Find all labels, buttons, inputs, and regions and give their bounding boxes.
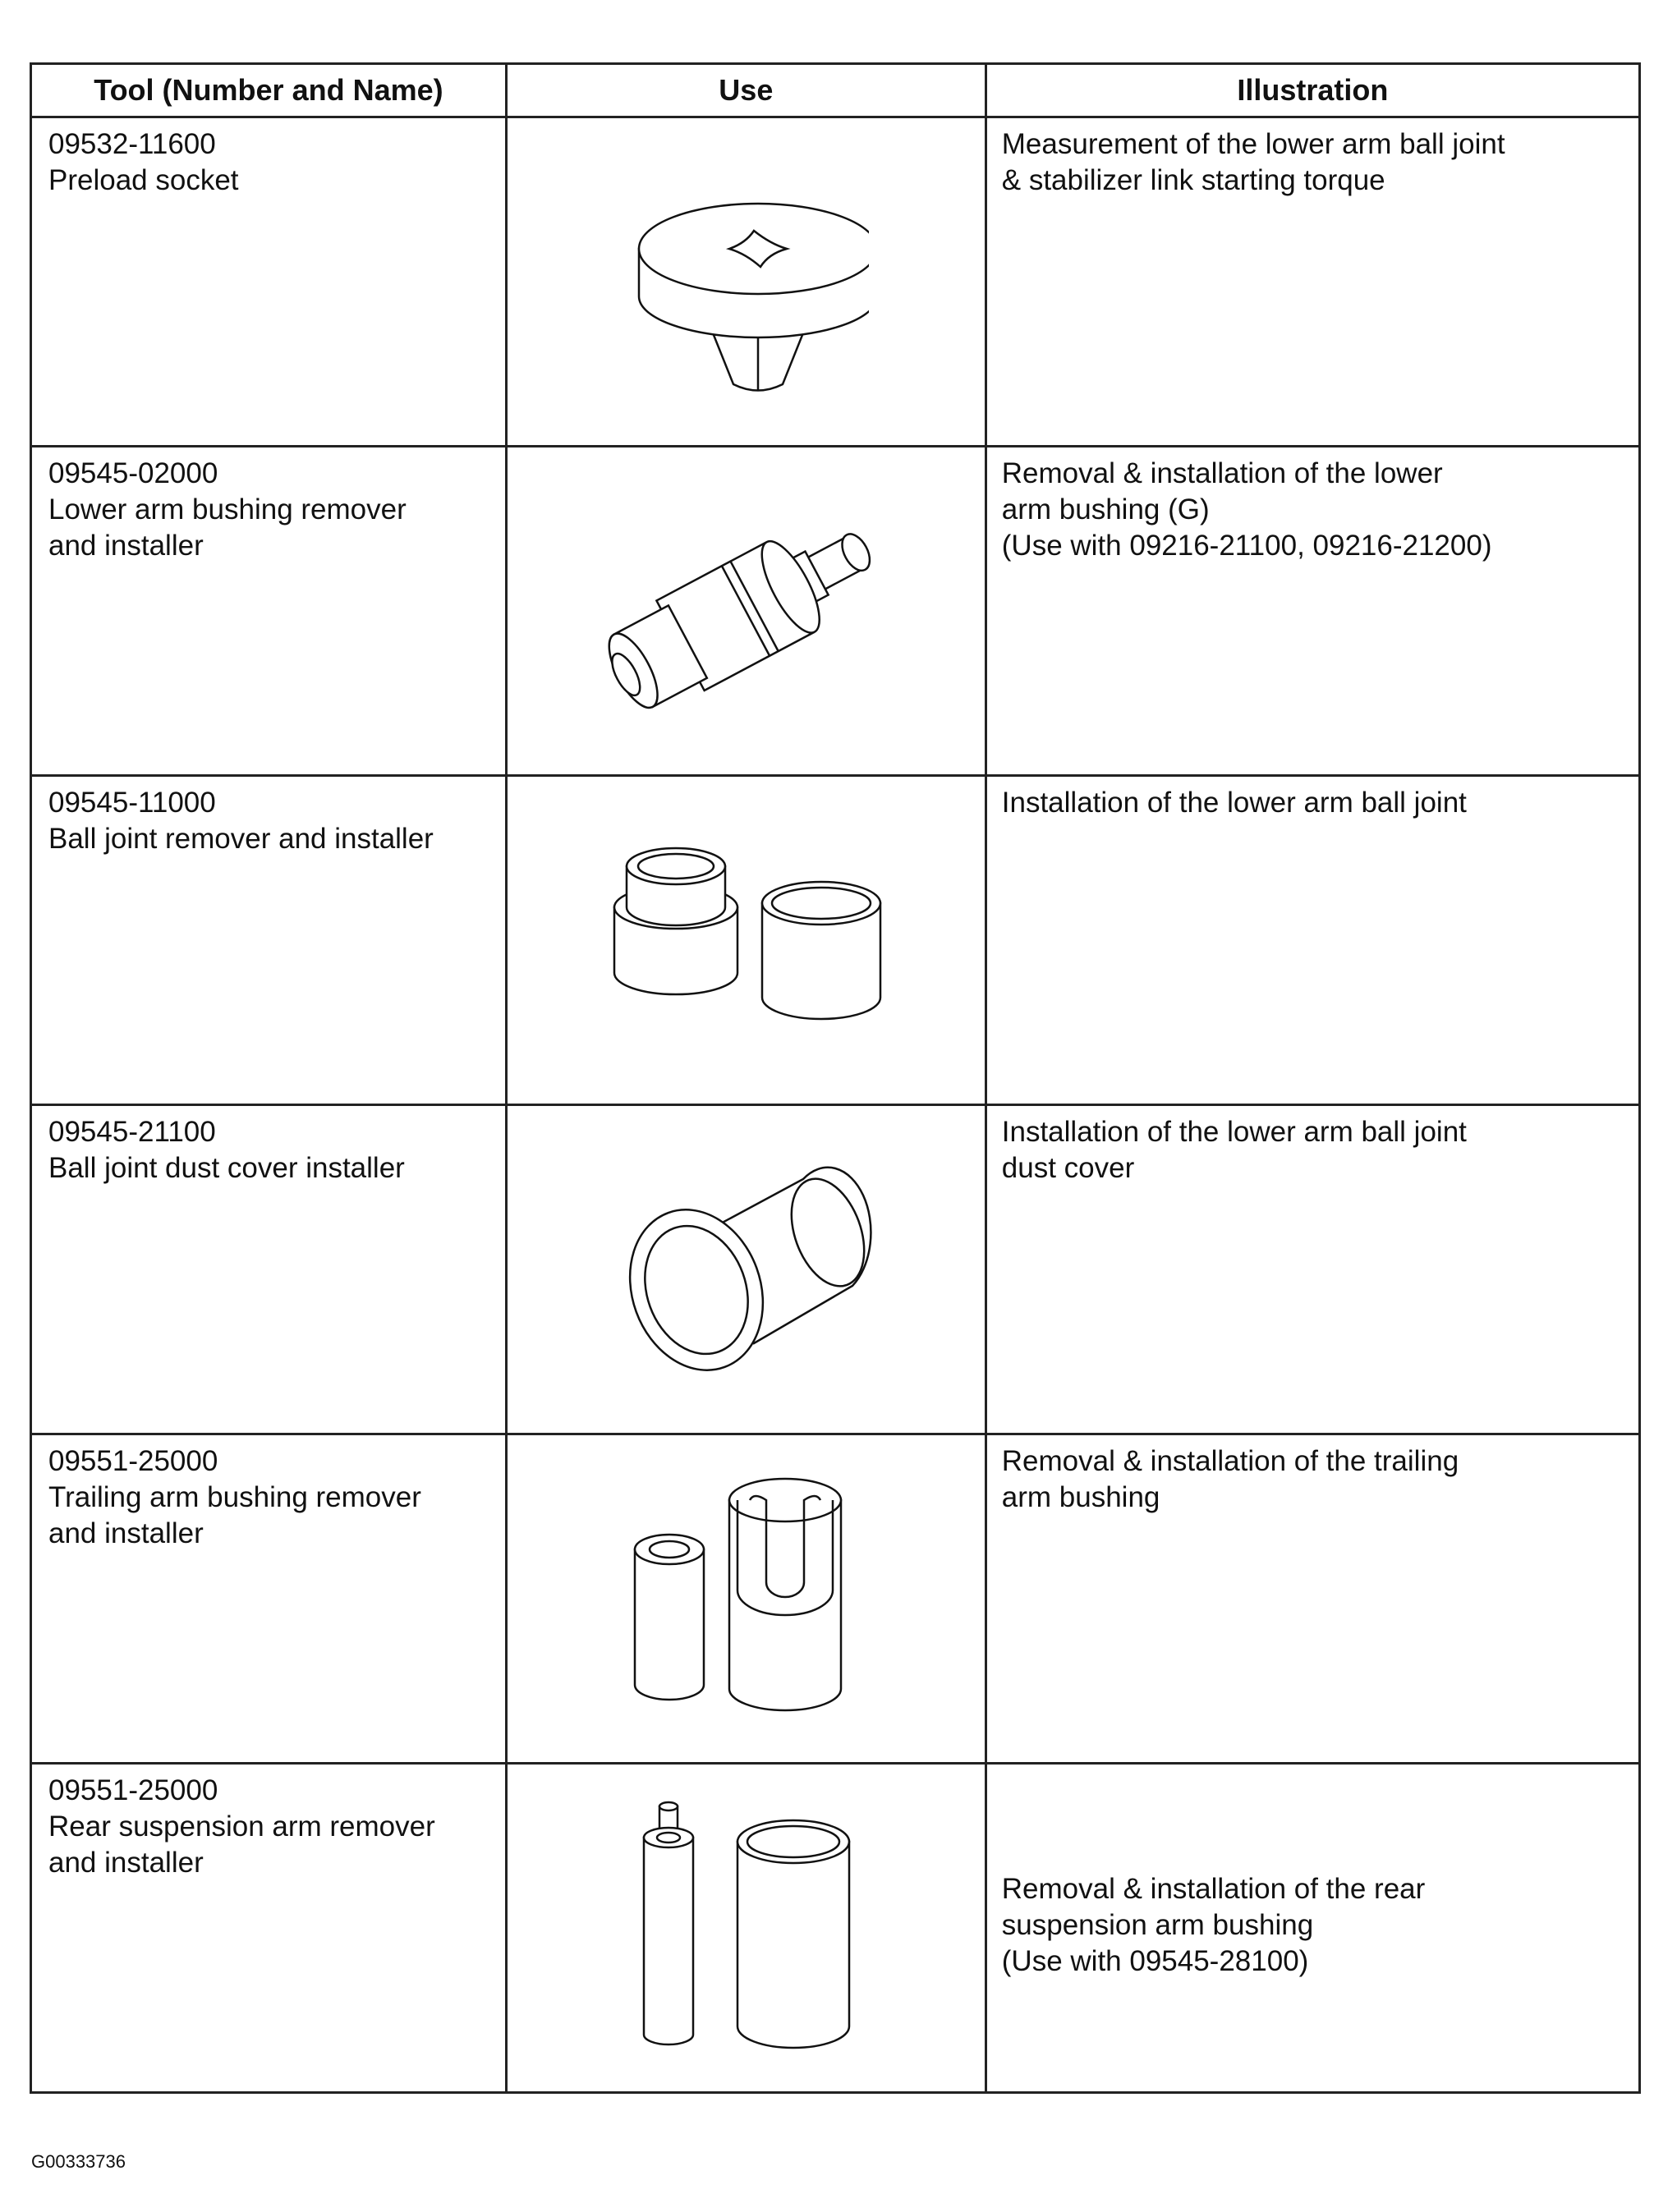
- illustration-cell: [987, 447, 1638, 564]
- desc-line: Installation of the lower arm ball joint: [1001, 1116, 1467, 1148]
- tool-cell: [32, 1765, 505, 1881]
- preload-socket-icon: [623, 158, 869, 405]
- desc-line: suspension arm bushing: [1001, 1909, 1314, 1941]
- desc-line: dust cover: [1001, 1152, 1135, 1184]
- header-tool: Tool (Number and Name): [31, 64, 507, 117]
- desc-line: Installation of the lower arm ball joint: [1001, 787, 1467, 819]
- tool-number: 09551-25000: [48, 1774, 218, 1806]
- tool-number: 09545-11000: [48, 787, 216, 819]
- illustration-cell: [987, 118, 1638, 199]
- desc-line: (Use with 09216-21100, 09216-21200): [1001, 530, 1492, 562]
- table-row: [31, 117, 1640, 447]
- table-row: [31, 1434, 1640, 1764]
- tool-number: 09545-02000: [48, 457, 218, 489]
- desc-line: Measurement of the lower arm ball joint: [1001, 128, 1505, 160]
- illustration-cell: [987, 1435, 1638, 1516]
- table-row: [31, 447, 1640, 776]
- desc-line: & stabilizer link starting torque: [1001, 164, 1385, 196]
- header-illustration: Illustration: [986, 64, 1639, 117]
- tool-name: and installer: [48, 1517, 204, 1549]
- tool-cell: [32, 118, 505, 199]
- bushing-remover-icon: [573, 488, 918, 734]
- header-row: [31, 64, 1640, 117]
- tool-name: and installer: [48, 530, 204, 562]
- table-row: [31, 1105, 1640, 1434]
- tool-name: Trailing arm bushing remover: [48, 1481, 421, 1513]
- trailing-arm-tool-icon: [606, 1467, 885, 1730]
- table-row: [31, 1764, 1640, 2093]
- desc-line: arm bushing (G): [1001, 493, 1210, 525]
- illustration-cell: [987, 1765, 1638, 1980]
- tool-name: Lower arm bushing remover: [48, 493, 407, 525]
- desc-line: arm bushing: [1001, 1481, 1160, 1513]
- table-row: [31, 776, 1640, 1105]
- tool-number: 09551-25000: [48, 1445, 218, 1477]
- dust-cover-installer-icon: [606, 1146, 885, 1393]
- tool-number: 09545-21100: [48, 1116, 216, 1148]
- desc-line: (Use with 09545-28100): [1001, 1945, 1309, 1977]
- illustration-cell: [987, 777, 1638, 821]
- ball-joint-tool-icon: [598, 817, 894, 1063]
- tool-name: and installer: [48, 1847, 204, 1879]
- tool-name: Ball joint dust cover installer: [48, 1152, 405, 1184]
- desc-line: Removal & installation of the lower: [1001, 457, 1443, 489]
- tool-cell: [32, 1106, 505, 1186]
- desc-line: Removal & installation of the rear: [1001, 1873, 1426, 1905]
- tool-cell: [32, 777, 505, 857]
- tool-name: Preload socket: [48, 164, 239, 196]
- special-tools-table: [30, 62, 1641, 2094]
- rear-suspension-tool-icon: [614, 1797, 877, 2059]
- illustration-cell: [987, 1106, 1638, 1186]
- tool-name: Ball joint remover and installer: [48, 823, 434, 855]
- tool-number: 09532-11600: [48, 128, 216, 160]
- desc-line: Removal & installation of the trailing: [1001, 1445, 1459, 1477]
- figure-code: G00333736: [31, 2151, 126, 2172]
- tool-cell: [32, 447, 505, 564]
- tool-name: Rear suspension arm remover: [48, 1810, 435, 1843]
- header-use: Use: [506, 64, 986, 117]
- tool-cell: [32, 1435, 505, 1552]
